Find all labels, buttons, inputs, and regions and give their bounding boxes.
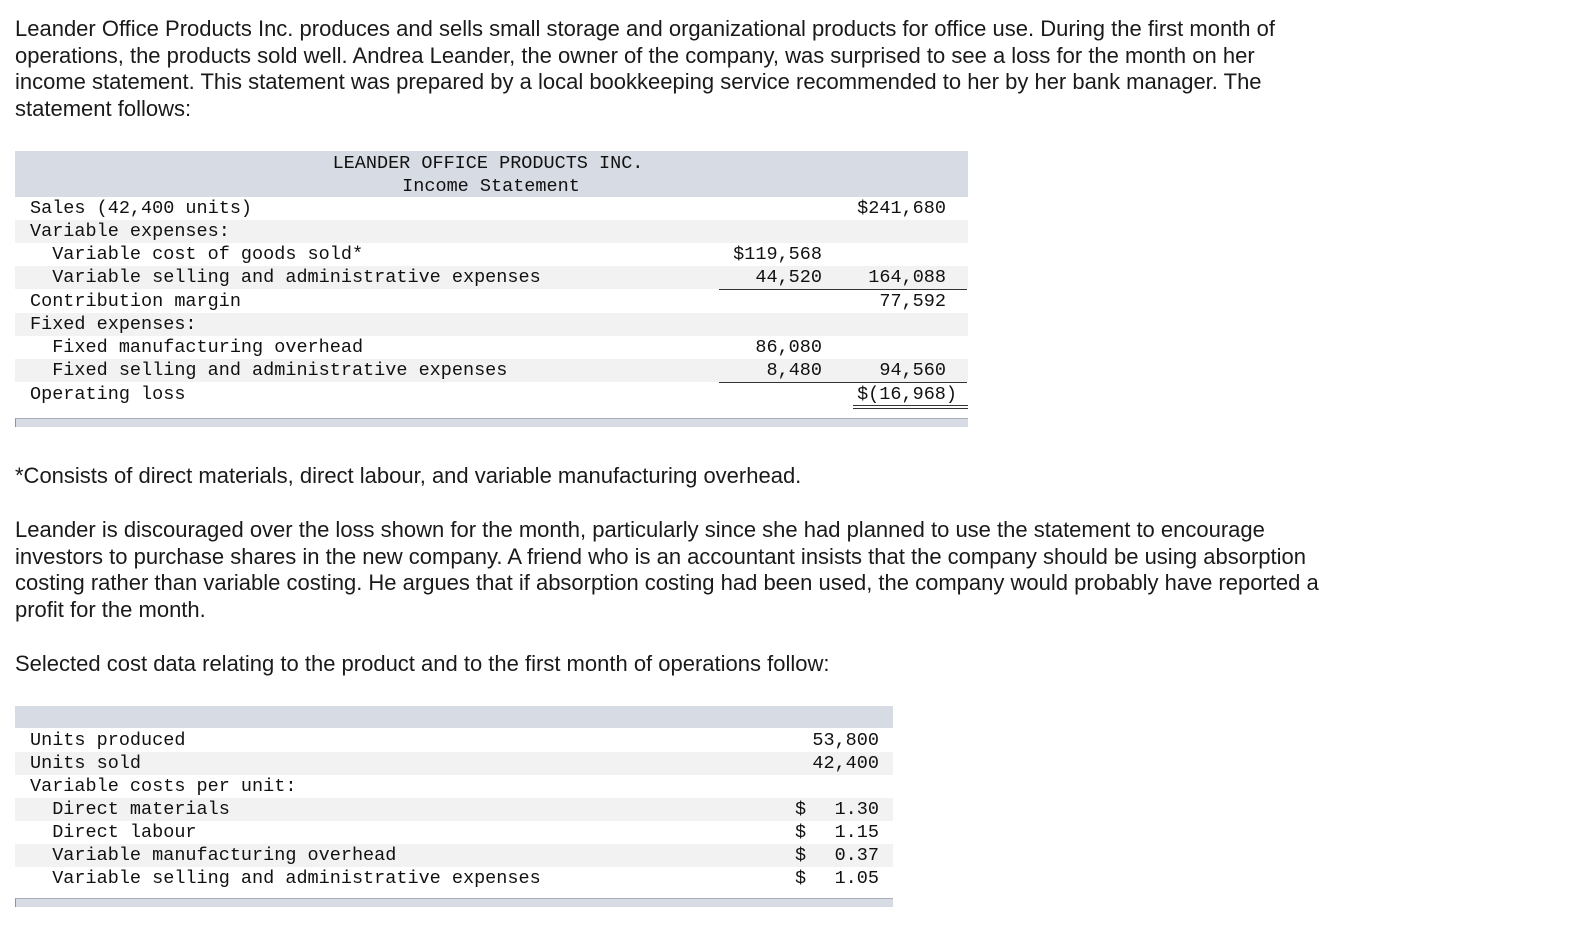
currency-symbol: $: [795, 845, 807, 866]
row-label: Variable manufacturing overhead: [30, 845, 397, 866]
table-row: [15, 821, 893, 844]
row-label: Variable expenses:: [30, 221, 230, 242]
currency-symbol: $: [795, 799, 807, 820]
row-total: 77,592: [879, 291, 946, 312]
row-total: $241,680: [857, 198, 946, 219]
row-value: 1.30: [834, 799, 879, 820]
table-footer: [15, 418, 968, 427]
row-value: 42,400: [812, 753, 879, 774]
intro-line: Leander Office Products Inc. produces and sells small storage and organizational products for office use. During the first month of: [15, 16, 1275, 41]
currency-symbol: $: [795, 822, 807, 843]
row-label: Variable costs per unit:: [30, 776, 297, 797]
row-label: Direct materials: [30, 799, 230, 820]
table-row: [15, 383, 968, 406]
row-amount: 44,520: [755, 267, 822, 288]
table-row: [15, 290, 968, 313]
row-amount: 86,080: [755, 337, 822, 358]
table-row: [15, 752, 893, 775]
row-label: Contribution margin: [30, 291, 241, 312]
table-row: [15, 359, 968, 382]
intro-line: statement follows:: [15, 95, 192, 121]
table-row: [15, 867, 893, 890]
paragraph-line: profit for the month.: [15, 596, 206, 622]
table-row: [15, 197, 968, 220]
row-total: 94,560: [879, 360, 946, 381]
row-label: Variable selling and administrative expenses: [30, 868, 541, 889]
paragraph-line: costing rather than variable costing. He argues that if absorption costing had been used, the company would probably have reported a: [15, 570, 1319, 595]
total-double-underline: [853, 408, 968, 409]
row-label: Operating loss: [30, 384, 186, 405]
company-name: LEANDER OFFICE PRODUCTS INC.: [332, 153, 644, 174]
total-double-underline: [853, 405, 968, 406]
row-label: Variable cost of goods sold*: [30, 244, 364, 265]
row-label: Sales (42,400 units): [30, 198, 253, 219]
intro-line: operations, the products sold well. Andrea Leander, the owner of the company, was surprised to see a loss for the month on her: [15, 42, 1255, 68]
table-footer: [15, 898, 893, 907]
paragraph-line: Leander is discouraged over the loss shown for the month, particularly since she had planned to use the statement to encourage: [15, 517, 1265, 542]
table-row: [15, 775, 893, 798]
cost-data-intro: Selected cost data relating to the product and to the first month of operations follow:: [15, 651, 830, 676]
row-amount: 8,480: [766, 360, 822, 381]
cost-data-table: [15, 706, 893, 909]
table-row: [15, 220, 968, 243]
currency-symbol: $: [795, 868, 807, 889]
row-label: Fixed selling and administrative expenses: [30, 360, 508, 381]
table-row: [15, 243, 968, 266]
row-label: Fixed manufacturing overhead: [30, 337, 364, 358]
table-header: [15, 706, 893, 728]
row-total: 164,088: [868, 267, 946, 288]
row-total: $(16,968): [857, 384, 957, 405]
row-value: 1.05: [834, 868, 879, 889]
table-row: [15, 729, 893, 752]
paragraph-line: investors to purchase shares in the new company. A friend who is an accountant insists that the company should be using absorption: [15, 543, 1307, 569]
row-label: Fixed expenses:: [30, 314, 197, 335]
table-row: [15, 844, 893, 867]
table-row: [15, 313, 968, 336]
income-statement-table: [15, 151, 968, 428]
row-label: Direct labour: [30, 822, 197, 843]
table-row: [15, 266, 968, 289]
discussion-paragraph: [15, 517, 1319, 623]
row-value: 1.15: [834, 822, 879, 843]
row-amount: $119,568: [733, 244, 822, 265]
intro-line: income statement. This statement was prepared by a local bookkeeping service recommended to her by her bank manager. The: [15, 69, 1262, 94]
row-value: 0.37: [834, 845, 879, 866]
table-row: [15, 798, 893, 821]
table-row: [15, 336, 968, 359]
statement-title: Income Statement: [402, 176, 580, 197]
row-label: Variable selling and administrative expenses: [30, 267, 541, 288]
intro-paragraph: [15, 16, 1275, 122]
row-label: Units sold: [30, 753, 142, 774]
row-label: Units produced: [30, 730, 186, 751]
row-value: 53,800: [812, 730, 879, 751]
footnote: *Consists of direct materials, direct labour, and variable manufacturing overhead.: [15, 463, 802, 488]
